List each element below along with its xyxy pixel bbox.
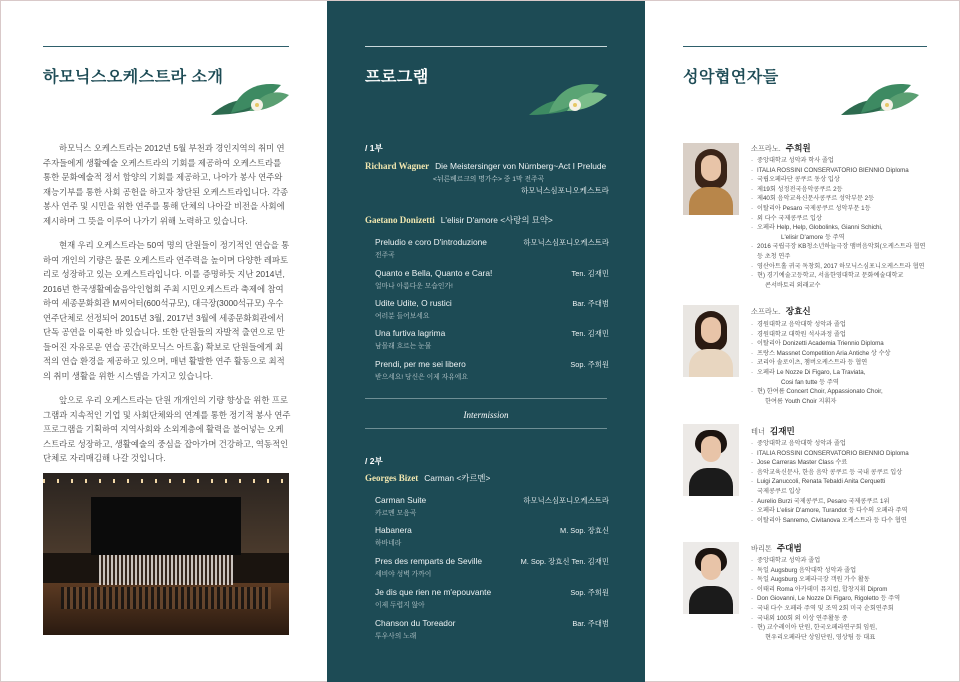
piece-title: Udite Udite, O rustici	[375, 298, 452, 308]
program-title: 프로그램	[365, 69, 429, 86]
singer-portrait	[683, 305, 739, 377]
singer-portrait	[683, 143, 739, 215]
composer-name: Gaetano Donizetti	[365, 215, 435, 225]
singer-portrait	[683, 542, 739, 614]
work-subtitle: <뉘른베르크의 명가수> 중 1막 전주곡	[433, 176, 545, 183]
singer-role-name: 테너 김재민	[751, 426, 795, 436]
performer: Sop. 주희원	[570, 588, 609, 597]
performer: Bar. 주대범	[572, 619, 609, 628]
part-2-label: / 2부	[365, 456, 383, 466]
tropical-leaf-icon	[209, 75, 291, 119]
part-1-label: / 1부	[365, 143, 383, 153]
singer-portrait	[683, 424, 739, 496]
tropical-leaf-icon	[839, 75, 921, 119]
piece-title: Quanto e Bella, Quanto e Cara!	[375, 268, 493, 278]
piece-title: Carman Suite	[375, 495, 427, 505]
intermission-rule-bottom	[365, 428, 607, 429]
piece-subtitle: 카르멘 모음곡	[375, 510, 417, 517]
wagner-line	[365, 161, 606, 171]
tropical-leaf-icon	[527, 75, 609, 119]
intermission-rule-top	[365, 398, 607, 399]
soloists-title: 성악협연자들	[683, 69, 779, 86]
performer: M. Sop. 장효신 Ten. 김재민	[520, 557, 609, 566]
piece-title: Je dis que rien ne m'epouvante	[375, 587, 492, 597]
performer: 하모닉스심포니오케스트라	[523, 238, 609, 247]
singer-bio: · 중앙대학교 음악대학 성악과 졸업 · ITALIA ROSSINI CONSERVATORIO BIENNIO Diploma · Jose Carreras Master Class 수료 · 음악교육신문사, 한음 음악 콩쿠르 등 국내 콩쿠르 입상 · Luigi Zanuccoli, Renata Tebaldi Anita Cerquetti 국제콩쿠르 입상 · Aurelio Burzi 국제콩쿠르, Pesaro 국제콩쿠르 1위 · 오페라 L'elisir D'amore, Turandot 등 다수의 오페라 주역 · 이탈리아 Sanremo, Civitanova 오케스트라 등 다수 협연	[751, 439, 951, 525]
work-title: Carman <카르멘>	[424, 473, 491, 483]
donizetti-line	[365, 214, 553, 226]
singer-role-name: 바리톤 주대범	[751, 543, 802, 553]
singer-bio: · 경원대학교 음악대학 성악과 졸업 · 경원대학교 대학원 석사과정 졸업 · 이탈리아 Donizetti Academia Triennio Diploma · 프랑스 Massnet Competition Aria Antiche 상 수상 · 코리아 솔로이츠, 챔버오케스트라 등 협연 · 오페라 Le Nozze Di Figaro, La Traviata, Cosi fan tutte 등 주역 · 현) 한여름 Concert Choir, Appassionato Choir, 한여름 Youth Choir 지휘자	[751, 320, 951, 406]
title-rule	[365, 46, 607, 47]
performer: M. Sop. 장효신	[560, 526, 609, 535]
composer-name: Richard Wagner	[365, 161, 430, 171]
piece-title: Chanson du Toreador	[375, 618, 456, 628]
singer-role-name: 소프라노. 장효신	[751, 306, 811, 316]
orchestra-intro-panel	[1, 1, 321, 682]
performer: Ten. 김재민	[571, 269, 609, 278]
piece-subtitle: 하바네라	[375, 540, 402, 547]
orchestra-intro-title: 하모닉스오케스트라 소개	[43, 69, 224, 86]
piece-subtitle: 투우사의 노래	[375, 633, 417, 640]
program-panel	[327, 1, 645, 682]
piece-title: Una furtiva lagrima	[375, 328, 446, 338]
title-rule	[683, 46, 927, 47]
bizet-line	[365, 472, 490, 484]
piece-subtitle: 얼마나 아름다운 모습인가!	[375, 283, 453, 290]
intro-paragraph: 현재 우리 오케스트라는 50여 명의 단원들이 정기적인 연습을 통하여 개인의 기량은 물론 오케스트라 연주력을 높이며 다양한 레파토리로 성장하고 있는 오케스트라입니다. 이를 증명하듯 지난 2014년, 2016년 한국생활예술음악인협회 주최 시민오케스트라 축제에 참여하여 세종문화회관 M씨어터(600석규모), 대극장(3000석규모) 우수연주단체로 선정되어 2015년 3월, 2017년 3월에 세종문화회관에서 단독 공연을 이룩한 바 있습니다. 또한 단원들의 자발적 출연으로 만들어진 자유로운 연습 공간(하모닉스 아트홀) 확보로 단원들에게 최적의 연습 환경을 제공하고 있으며, 매년 활발한 연주 활동으로 최적의 취미 생활을 위한 시스템을 가지고 있습니다.	[43, 240, 290, 381]
performer: Bar. 주대범	[572, 299, 609, 308]
piece-title: Pres des remparts de Seville	[375, 556, 483, 566]
performer: 하모닉스심포니오케스트라	[523, 496, 609, 505]
work-title: Die Meistersinger von Nürnberg~Act I Prelude	[435, 161, 607, 171]
piece-subtitle: 남몰래 흐르는 눈물	[375, 343, 432, 350]
intermission-label: Intermission	[463, 410, 509, 420]
piece-subtitle: 전주곡	[375, 252, 395, 259]
piece-subtitle: 세비야 성벽 가까이	[375, 571, 432, 578]
piece-subtitle: 받으세요! 당신은 이제 자유에요	[375, 374, 468, 381]
singer-bio: · 중앙대학교 성악과 학사 졸업 · ITALIA ROSSINI CONSERVATORIO BIENNIO Diploma · 국립오페라단 콩쿠르 동상 입상 · 제19회 성정전국음악콩쿠르 2등 · 제40회 음악교육신문사콩쿠르 성악부문 2등 · 이탈리아 Pesaro 국제콩쿠르 성악부문 1등 · 외 다수 국제콩쿠르 입상 · 오페라 Help, Help, Globolinks, Gianni Schichi, L'elisir D'amore 등 주역 · 2016 국립극장 KB청소년하늘극장 맴버음악회(오케스트라 협연 등 초청 연주 · 영산아트홀 귀국 독창회, 2017 하모닉스심포니오케스트라 협연 · 현) 경기예술고등학교, 서울한영대학교 문화예술대학교 콘서바토리 외래교수	[751, 156, 951, 290]
orchestra-concert-photo	[43, 473, 289, 635]
composer-name: Georges Bizet	[365, 473, 419, 483]
performer: Ten. 김재민	[571, 329, 609, 338]
piece-subtitle: 이제 두렵지 않아	[375, 602, 425, 609]
title-rule	[43, 46, 289, 47]
piece-title: Preludio e coro D'introduzione	[375, 237, 487, 247]
performer: 하모닉스심포니오케스트라	[520, 186, 609, 195]
work-title: L'elisir D'amore <사랑의 묘약>	[440, 215, 553, 225]
intro-paragraph: 하모닉스 오케스트라는 2012년 5월 부천과 경인지역의 취미 연주자들에게 생활예술 오케스트라의 기회를 제공하여 오케스트라를 통한 문화예술적 정서 함양의 기회를 제공하고, 나아가 봉사 연주와 재능기부를 통한 사회 공헌을 하고자 창단된 오케스트라입니다. 각종 봉사 연주 및 시민을 위한 연주를 통해 단체의 나아갈 비전을 사회에 제시하며 그 뜻을 이루어 나가기 위해 노력하고 있습니다.	[43, 143, 289, 226]
singer-bio: · 중앙대학교 성악과 졸업 · 독일 Augsburg 음악대학 성악과 졸업 · 독일 Augsburg 오페라극장 객원 가수 활동 · 이태리 Roma 아카데미 뮤지컬, 합창지휘 Diprom · Don Giovanni, Le Nozze Di Figaro, Rigoletto 등 주역 · 국내 다수 오페라 주역 및 조역 2회 미국 순회연주회 · 국내외 100회 외 이상 연주활동 중 · 현) 교수레이아 단원, 한국오페라연구회 임원, 현우리오페라단 상임단원, 영상팀 등 대표	[751, 556, 951, 642]
piece-title: Habanera	[375, 525, 412, 535]
piece-title: Prendi, per me sei libero	[375, 359, 466, 369]
piece-subtitle: 여러분 들어보세요	[375, 313, 430, 320]
performer: Sop. 주희원	[570, 360, 609, 369]
orchestra-intro-text	[43, 141, 291, 476]
soloists-panel	[649, 1, 960, 682]
intro-paragraph: 앞으로 우리 오케스트라는 단원 개개인의 기량 향상을 위한 프로그램과 지속적인 기업 및 사회단체와의 연계를 통한 정기적 봉사 연주 프로그램을 기획하여 지역사회와 소외계층에 활력을 불어넣는 오케스트라로 성장하고, 생활예술의 중심을 잡아가며 건강하고, 역동적인 단체로 자리매김해 나갈 것입니다.	[43, 395, 291, 463]
singer-role-name: 소프라노. 주희원	[751, 143, 811, 153]
